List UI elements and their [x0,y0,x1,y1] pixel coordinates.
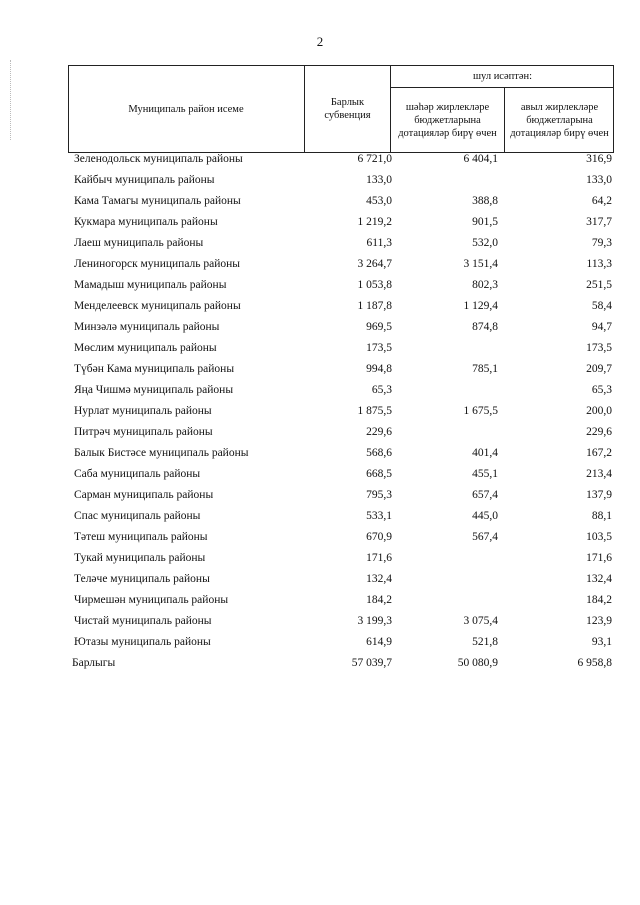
header-col-name: Муниципаль район исеме [128,103,244,115]
district-name: Чирмешән муниципаль районы [74,594,229,606]
district-name: Теләче муниципаль районы [74,573,210,585]
city-settlements-value: 50 080,9 [457,657,498,669]
city-settlements-value: 521,8 [472,636,498,648]
total-subvention: 1 875,5 [357,405,392,417]
total-subvention: 171,6 [366,552,392,564]
total-subvention: 1 219,2 [357,216,392,228]
district-name: Балык Бистәсе муниципаль районы [74,447,249,459]
table-row [72,237,612,258]
table-row [72,216,612,237]
district-name: Түбән Кама муниципаль районы [74,363,235,375]
table-row [72,573,612,594]
district-name: Барлыгы [72,657,116,669]
total-subvention: 611,3 [366,237,392,249]
total-subvention: 173,5 [366,342,392,354]
header-group: шул исәптән: [472,71,533,82]
total-subvention: 614,9 [366,636,392,648]
margin-marks [10,60,13,140]
rural-settlements-value: 123,9 [586,615,612,627]
rural-settlements-value: 94,7 [591,321,612,333]
header-col-city: шәһәр жирлекләре бюджетларына дотацияләр бирү өчен [398,101,497,139]
district-name: Сарман муниципаль районы [74,489,214,501]
rural-settlements-value: 65,3 [591,384,612,396]
total-subvention: 994,8 [366,363,392,375]
city-settlements-value: 3 151,4 [463,258,498,270]
city-settlements-value: 874,8 [472,321,498,333]
district-name: Лаеш муниципаль районы [74,237,204,249]
total-subvention: 65,3 [371,384,392,396]
rural-settlements-value: 113,3 [586,258,612,270]
total-subvention: 3 264,7 [357,258,392,270]
rural-settlements-value: 132,4 [586,573,612,585]
district-name: Кукмара муниципаль районы [74,216,218,228]
table-row [72,468,612,489]
table-row [72,174,612,195]
header-col-total: Барлык субвенция [324,97,371,121]
table-row [72,531,612,552]
total-subvention: 795,3 [366,489,392,501]
table-row [72,153,612,174]
district-name: Спас муниципаль районы [74,510,201,522]
total-subvention: 533,1 [366,510,392,522]
total-subvention: 668,5 [366,468,392,480]
city-settlements-value: 1 675,5 [463,405,498,417]
total-subvention: 969,5 [366,321,392,333]
rural-settlements-value: 58,4 [591,300,612,312]
total-subvention: 132,4 [366,573,392,585]
district-name: Мөслим муниципаль районы [74,342,217,354]
page-number: 2 [316,34,324,49]
rural-settlements-value: 229,6 [586,426,612,438]
table-row [72,615,612,636]
district-name: Тукай муниципаль районы [74,552,206,564]
district-name: Чистай муниципаль районы [74,615,212,627]
table-row [72,552,612,573]
table-row [72,426,612,447]
total-subvention: 453,0 [366,195,392,207]
city-settlements-value: 455,1 [472,468,498,480]
city-settlements-value: 3 075,4 [463,615,498,627]
total-subvention: 1 187,8 [357,300,392,312]
city-settlements-value: 1 129,4 [463,300,498,312]
total-subvention: 229,6 [366,426,392,438]
city-settlements-value: 901,5 [472,216,498,228]
header-col-rural: авыл жирлекләре бюджетларына дотацияләр бирү өчен [510,101,609,139]
table-body [72,153,612,678]
rural-settlements-value: 184,2 [586,594,612,606]
district-name: Нурлат муниципаль районы [74,405,212,417]
city-settlements-value: 657,4 [472,489,498,501]
total-subvention: 6 721,0 [357,153,392,165]
city-settlements-value: 401,4 [472,447,498,459]
rural-settlements-value: 200,0 [586,405,612,417]
rural-settlements-value: 317,7 [586,216,612,228]
rural-settlements-value: 316,9 [586,153,612,165]
total-subvention: 3 199,3 [357,615,392,627]
district-name: Минзәлә муниципаль районы [74,321,220,333]
total-subvention: 568,6 [366,447,392,459]
table-row [72,300,612,321]
table-row [72,258,612,279]
rural-settlements-value: 209,7 [586,363,612,375]
city-settlements-value: 6 404,1 [463,153,498,165]
total-subvention: 1 053,8 [357,279,392,291]
rural-settlements-value: 173,5 [586,342,612,354]
rural-settlements-value: 64,2 [591,195,612,207]
table-row [72,279,612,300]
total-subvention: 670,9 [366,531,392,543]
rural-settlements-value: 6 958,8 [577,657,612,669]
city-settlements-value: 785,1 [472,363,498,375]
city-settlements-value: 567,4 [472,531,498,543]
rural-settlements-value: 93,1 [591,636,612,648]
rural-settlements-value: 88,1 [591,510,612,522]
table-row [72,636,612,657]
district-name: Кама Тамагы муниципаль районы [74,195,241,207]
district-name: Ютазы муниципаль районы [74,636,211,648]
district-name: Мамадыш муниципаль районы [74,279,227,291]
district-name: Яңа Чишмә муниципаль районы [74,384,234,396]
table-row [72,594,612,615]
table-row [72,510,612,531]
table-row [72,195,612,216]
rural-settlements-value: 213,4 [586,468,612,480]
city-settlements-value: 802,3 [472,279,498,291]
total-subvention: 57 039,7 [351,657,392,669]
rural-settlements-value: 137,9 [586,489,612,501]
table-row [72,384,612,405]
rural-settlements-value: 251,5 [586,279,612,291]
city-settlements-value: 445,0 [472,510,498,522]
rural-settlements-value: 103,5 [586,531,612,543]
total-subvention: 184,2 [366,594,392,606]
table-row [72,321,612,342]
district-name: Тәтеш муниципаль районы [74,531,208,543]
table-row [72,363,612,384]
district-name: Кайбыч муниципаль районы [74,174,215,186]
district-name: Менделеевск муниципаль районы [74,300,241,312]
total-subvention: 133,0 [366,174,392,186]
district-name: Зеленодольск муниципаль районы [74,153,243,165]
district-name: Лениногорск муниципаль районы [74,258,241,270]
district-name: Саба муниципаль районы [74,468,201,480]
city-settlements-value: 532,0 [472,237,498,249]
table-row [72,405,612,426]
total-row [72,657,612,678]
table-row [72,342,612,363]
table-row [72,489,612,510]
rural-settlements-value: 171,6 [586,552,612,564]
rural-settlements-value: 79,3 [591,237,612,249]
city-settlements-value: 388,8 [472,195,498,207]
rural-settlements-value: 133,0 [586,174,612,186]
district-name: Питрәч муниципаль районы [74,426,213,438]
table-row [72,447,612,468]
rural-settlements-value: 167,2 [586,447,612,459]
